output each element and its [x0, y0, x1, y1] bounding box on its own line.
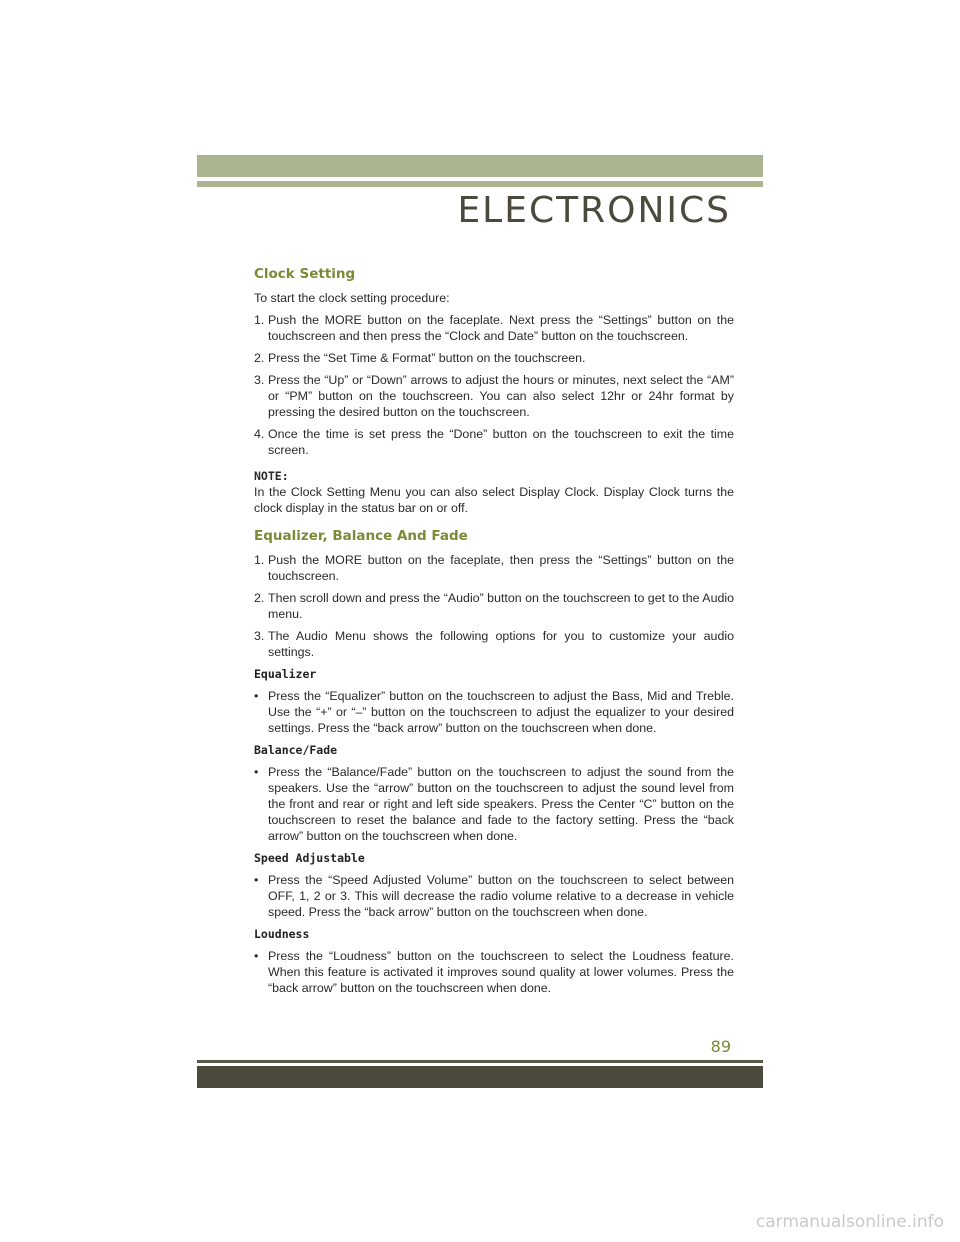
list-item: 1. Push the MORE button on the faceplate, then press the “Settings” button on the touchscreen.: [254, 553, 734, 583]
note-label: NOTE:: [254, 469, 289, 483]
equalizer-list: [254, 688, 734, 736]
speed-adjustable-subheading: Speed Adjustable: [254, 851, 365, 865]
clock-intro: To start the clock setting procedure:: [254, 291, 450, 305]
list-item: 4. Once the time is set press the “Done” button on the touchscreen to exit the time screen.: [254, 427, 734, 457]
loudness-list: [254, 948, 734, 996]
clock-steps: [254, 312, 734, 458]
list-item: • Press the “Speed Adjusted Volume” button on the touchscreen to select between OFF, 1, 2 or 3. This will decrease the radio volume relative to a decrease in vehicle speed. Press the “back arrow” button on the touchscreen when done.: [254, 873, 734, 919]
page-content: [254, 266, 734, 1002]
list-item: • Press the “Equalizer” button on the touchscreen to adjust the Bass, Mid and Treble. Use the “+” or “–” button on the touchscreen to adjust the equalizer to your desired settings. Press the “back arrow” button on the touchscreen when done.: [254, 689, 734, 735]
list-item: 3. The Audio Menu shows the following options for you to customize your audio settings.: [254, 629, 734, 659]
header-rule: [197, 181, 763, 187]
list-item: 1. Push the MORE button on the faceplate. Next press the “Settings” button on the touchscreen and then press the “Clock and Date” button on the touchscreen.: [254, 313, 734, 343]
list-item: • Press the “Balance/Fade” button on the touchscreen to adjust the sound from the speakers. Use the “arrow” button on the touchscreen to adjust the sound level from the front and rear or right and left side speakers. Press the Center “C” button on the touchscreen to reset the balance and fade to the factory setting. Press the “back arrow” button on the touchscreen when done.: [254, 765, 734, 843]
equalizer-heading: Equalizer, Balance And Fade: [254, 528, 468, 544]
note-text: In the Clock Setting Menu you can also select Display Clock. Display Clock turns the clock display in the status bar on or off.: [254, 485, 734, 515]
equalizer-subheading: Equalizer: [254, 667, 317, 681]
footer-band: [197, 1066, 763, 1088]
list-item: • Press the “Loudness” button on the touchscreen to select the Loudness feature. When this feature is activated it improves sound quality at lower volumes. Press the “back arrow” button on the touchscreen when done.: [254, 949, 734, 995]
list-item: 2. Press the “Set Time & Format” button on the touchscreen.: [254, 351, 586, 365]
list-item: 3. Press the “Up” or “Down” arrows to adjust the hours or minutes, next select the “AM” or “PM” button on the touchscreen. You can also select 12hr or 24hr format by pressing the desired button on the touchscreen.: [254, 373, 734, 419]
page-number: 89: [710, 1037, 731, 1056]
eq-steps: [254, 552, 734, 660]
balance-fade-subheading: Balance/Fade: [254, 743, 338, 757]
watermark: carmanualsonline.info: [755, 1212, 944, 1232]
section-title: ELECTRONICS: [457, 190, 731, 231]
balance-fade-list: [254, 764, 734, 844]
speed-adjustable-list: [254, 872, 734, 920]
loudness-subheading: Loudness: [254, 927, 310, 941]
header-band: [197, 155, 763, 177]
footer-rule: [197, 1060, 763, 1063]
list-item: 2. Then scroll down and press the “Audio” button on the touchscreen to get to the Audio menu.: [254, 591, 734, 621]
clock-setting-heading: Clock Setting: [254, 266, 356, 282]
